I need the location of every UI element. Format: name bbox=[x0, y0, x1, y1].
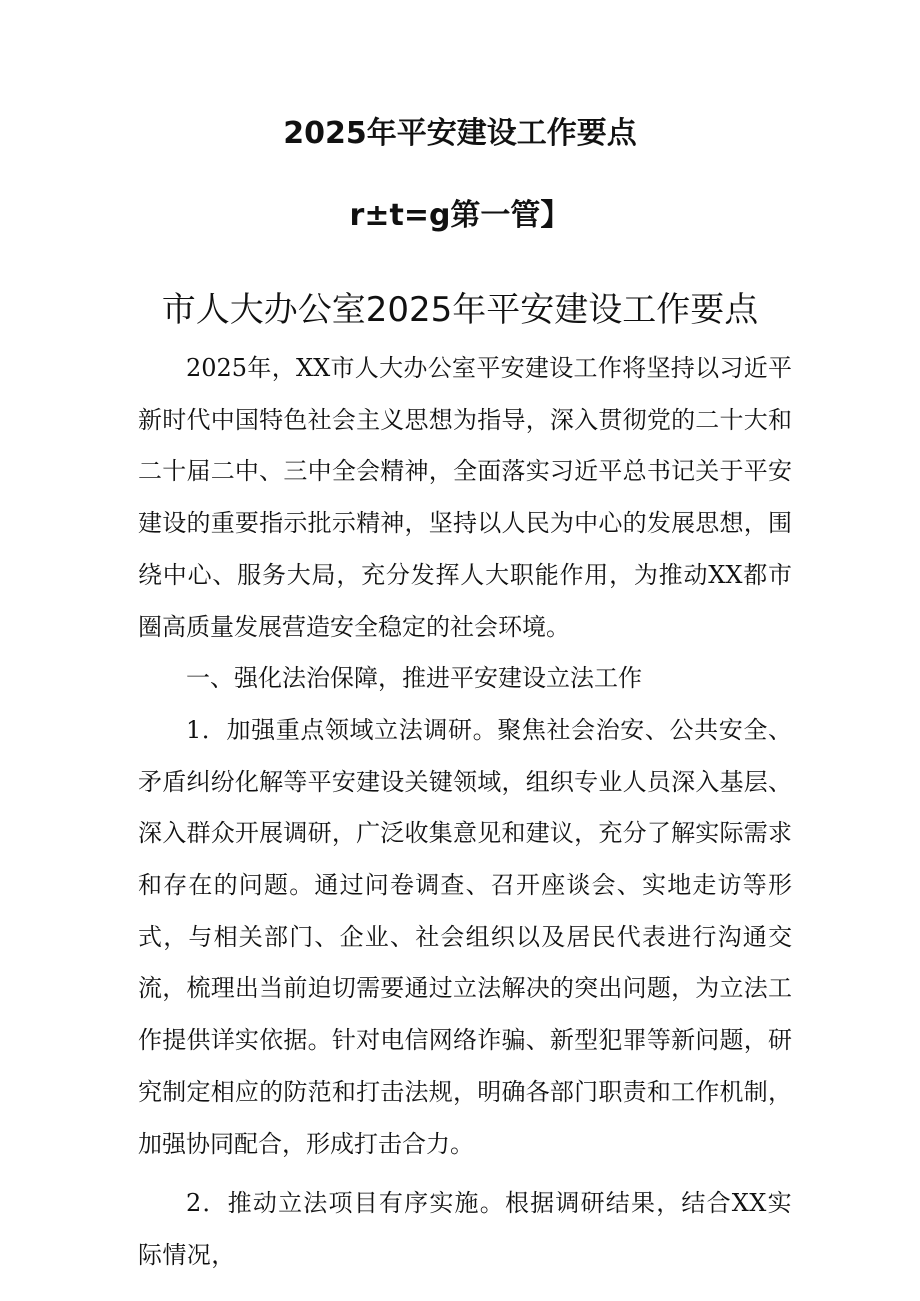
paragraph-item-2: 2．推动立法项目有序实施。根据调研结果，结合XX实际情况， bbox=[138, 1189, 792, 1269]
heading-section-1: 一、强化法治保障，推进平安建设立法工作 bbox=[186, 664, 642, 693]
paragraph-intro: 2025年，XX市人大办公室平安建设工作将坚持以习近平新时代中国特色社会主义思想为指导，深入贯彻党的二十大和二十届二中、三中全会精神，全面落实习近平总书记关于平安建设的重要指示批示精神，坚持以人民为中心的发展思想，围绕中心、服务大局，充分发挥人大职能作用，为推动XX都市圈高质量发展营造安全稳定的社会环境。 bbox=[138, 354, 792, 641]
document-body bbox=[138, 343, 792, 1282]
section-title: 市人大办公室2025年平安建设工作要点 bbox=[161, 290, 759, 330]
document-subtitle-garbled: r±t=g第一管】 bbox=[349, 198, 571, 233]
document-title: 2025年平安建设工作要点 bbox=[283, 116, 637, 151]
paragraph-item-1: 1．加强重点领域立法调研。聚焦社会治安、公共安全、矛盾纠纷化解等平安建设关键领域，组织专业人员深入基层、深入群众开展调研，广泛收集意见和建议，充分了解实际需求和存在的问题。通过问卷调查、召开座谈会、实地走访等形式，与相关部门、企业、社会组织以及居民代表进行沟通交流，梳理出当前迫切需要通过立法解决的突出问题，为立法工作提供详实依据。针对电信网络诈骗、新型犯罪等新问题，研究制定相应的防范和打击法规，明确各部门职责和工作机制，加强协同配合，形成打击合力。 bbox=[138, 715, 792, 1158]
